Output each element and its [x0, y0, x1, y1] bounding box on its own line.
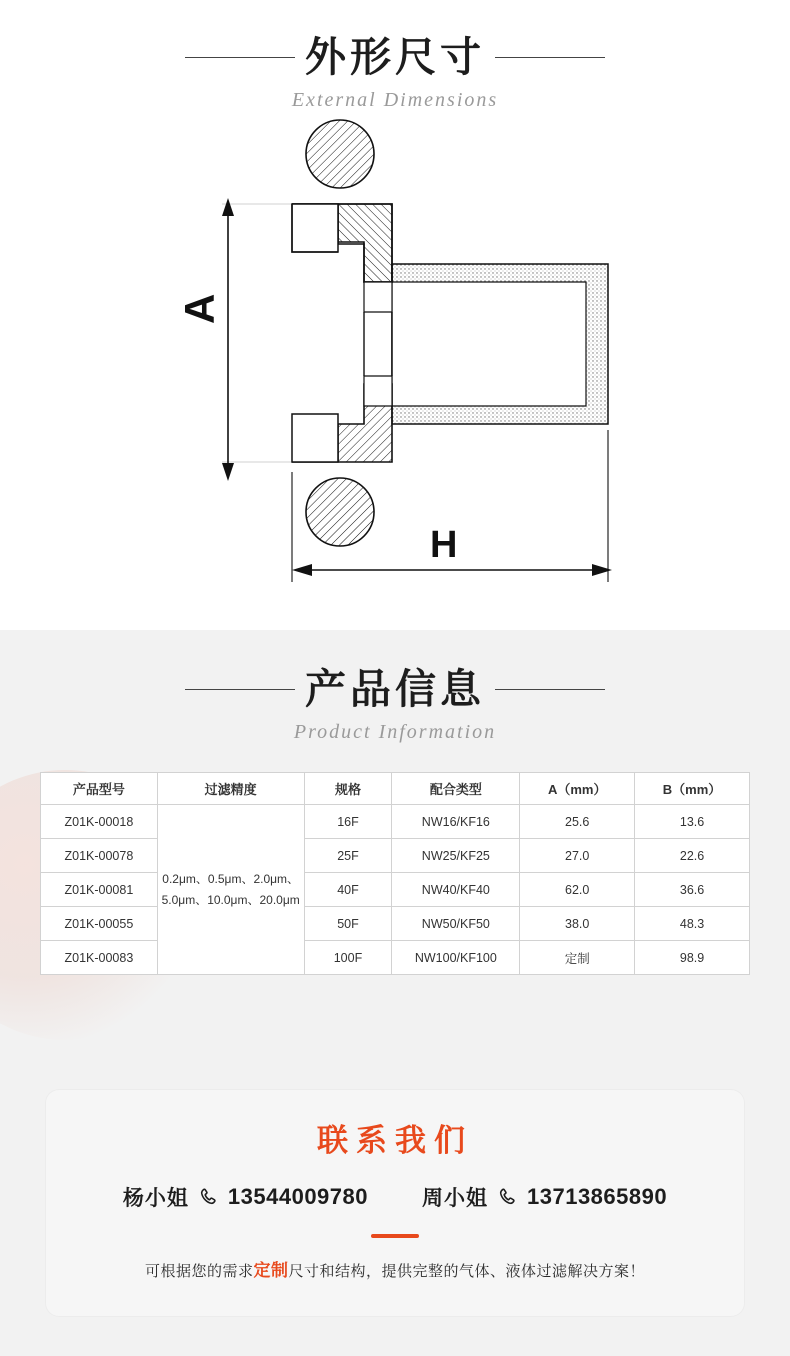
col-header-precision: 过滤精度 [157, 773, 304, 805]
table-row [41, 805, 750, 839]
header-rule-right [495, 57, 605, 58]
cell-model: Z01K-00055 [41, 907, 158, 941]
cell-precision: 0.2μm、0.5μm、2.0μm、5.0μm、10.0μm、20.0μm [157, 805, 304, 975]
contact-card [45, 1089, 745, 1317]
dimension-label-a: A [176, 293, 223, 325]
table-row [41, 839, 750, 873]
technical-drawing [0, 112, 790, 582]
header-rule-right [495, 689, 605, 690]
cell-model: Z01K-00083 [41, 941, 158, 975]
external-dimensions-section [0, 0, 790, 630]
cell-fit-type: NW16/KF16 [392, 805, 520, 839]
product-information-section [0, 630, 790, 1067]
cell-fit-type: NW100/KF100 [392, 941, 520, 975]
header-rule-left [185, 57, 295, 58]
cell-a: 25.6 [520, 805, 635, 839]
phone-icon [198, 1187, 219, 1208]
contact-item-2[interactable] [422, 1182, 667, 1212]
cell-model: Z01K-00078 [41, 839, 158, 873]
phone-icon [497, 1187, 518, 1208]
cell-spec: 16F [304, 805, 392, 839]
cell-b: 48.3 [635, 907, 750, 941]
contact-title: 联系我们 [317, 1123, 473, 1158]
col-header-model: 产品型号 [41, 773, 158, 805]
cell-spec: 100F [304, 941, 392, 975]
table-row [41, 873, 750, 907]
cell-spec: 50F [304, 907, 392, 941]
cell-fit-type: NW25/KF25 [392, 839, 520, 873]
cell-a: 62.0 [520, 873, 635, 907]
accent-divider [371, 1234, 419, 1238]
header-rule-left [185, 689, 295, 690]
note-highlight: 定制 [253, 1261, 289, 1280]
spec-table-head [41, 773, 750, 805]
contact-item-1[interactable] [123, 1182, 368, 1212]
section-header-info [0, 630, 790, 744]
cell-b: 13.6 [635, 805, 750, 839]
note-before: 可根据您的需求 [144, 1263, 254, 1280]
col-header-b: B（mm） [635, 773, 750, 805]
table-row [41, 941, 750, 975]
dimension-label-h: H [430, 524, 458, 567]
col-header-spec: 规格 [304, 773, 392, 805]
contact-phone[interactable]: 13713865890 [527, 1184, 668, 1209]
cell-b: 36.6 [635, 873, 750, 907]
drawing-geometry [222, 120, 612, 582]
cell-spec: 40F [304, 873, 392, 907]
cell-spec: 25F [304, 839, 392, 873]
cell-b: 22.6 [635, 839, 750, 873]
table-header-row [41, 773, 750, 805]
cell-a: 定制 [520, 941, 635, 975]
cell-model: Z01K-00018 [41, 805, 158, 839]
cell-a: 38.0 [520, 907, 635, 941]
contact-phone[interactable]: 13544009780 [227, 1184, 368, 1209]
cell-fit-type: NW50/KF50 [392, 907, 520, 941]
note-after: 尺寸和结构，提供完整的气体、液体过滤解决方案！ [288, 1263, 646, 1280]
contact-section [0, 1067, 790, 1356]
contact-name: 杨小姐 [122, 1187, 189, 1210]
contact-name: 周小姐 [422, 1187, 488, 1210]
contact-note [45, 1256, 745, 1281]
spec-table-body [41, 805, 750, 975]
table-row [41, 907, 750, 941]
section-title-en: Product Information [293, 721, 497, 744]
spec-table [40, 772, 750, 975]
cell-fit-type: NW40/KF40 [392, 873, 520, 907]
section-header-dimensions [0, 0, 790, 112]
col-header-a: A（mm） [520, 773, 635, 805]
section-title-en: External Dimensions [291, 89, 499, 112]
drawing-svg [0, 112, 790, 582]
cell-b: 98.9 [635, 941, 750, 975]
section-title-cn: 外形尺寸 [305, 34, 485, 80]
section-title-cn: 产品信息 [305, 666, 485, 712]
cell-model: Z01K-00081 [41, 873, 158, 907]
col-header-fit-type: 配合类型 [392, 773, 520, 805]
contact-list [45, 1182, 745, 1212]
cell-a: 27.0 [520, 839, 635, 873]
